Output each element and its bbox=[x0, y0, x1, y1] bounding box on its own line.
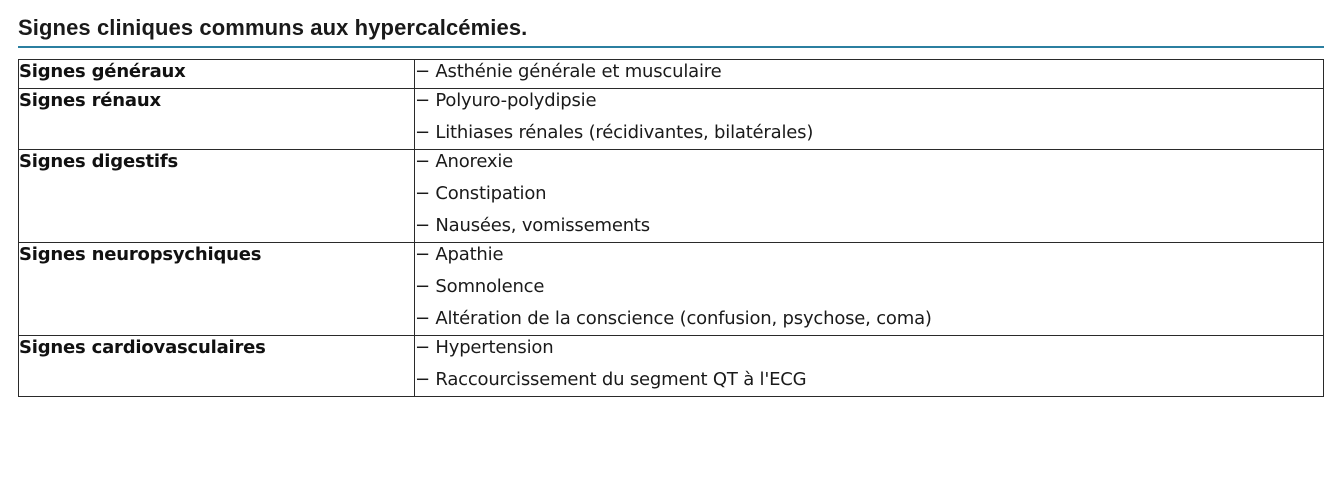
table-row bbox=[19, 243, 1324, 336]
list-item: − Lithiases rénales (récidivantes, bilatérales) bbox=[415, 122, 814, 143]
list-item: − Constipation bbox=[415, 183, 547, 204]
table-row bbox=[19, 89, 1324, 150]
list-item: − Apathie bbox=[415, 244, 504, 265]
title-underline bbox=[18, 46, 1324, 48]
row-category: Signes généraux bbox=[19, 60, 415, 89]
clinical-signs-table bbox=[18, 59, 1324, 397]
list-item: − Polyuro-polydipsie bbox=[415, 90, 597, 111]
row-items bbox=[415, 89, 1324, 150]
table-row bbox=[19, 150, 1324, 243]
row-items bbox=[415, 336, 1324, 397]
list-item: − Raccourcissement du segment QT à l'ECG bbox=[415, 369, 807, 390]
list-item: − Anorexie bbox=[415, 151, 514, 172]
row-category: Signes digestifs bbox=[19, 150, 415, 243]
table-row bbox=[19, 336, 1324, 397]
list-item: − Hypertension bbox=[415, 337, 554, 358]
row-category: Signes neuropsychiques bbox=[19, 243, 415, 336]
row-category: Signes rénaux bbox=[19, 89, 415, 150]
page-title: Signes cliniques communs aux hypercalcémies. bbox=[18, 15, 528, 40]
row-items bbox=[415, 150, 1324, 243]
list-item: − Somnolence bbox=[415, 276, 545, 297]
row-items bbox=[415, 243, 1324, 336]
list-item: − Altération de la conscience (confusion, psychose, coma) bbox=[415, 308, 932, 329]
row-category: Signes cardiovasculaires bbox=[19, 336, 415, 397]
list-item: − Nausées, vomissements bbox=[415, 215, 650, 236]
list-item: − Asthénie générale et musculaire bbox=[415, 61, 722, 82]
